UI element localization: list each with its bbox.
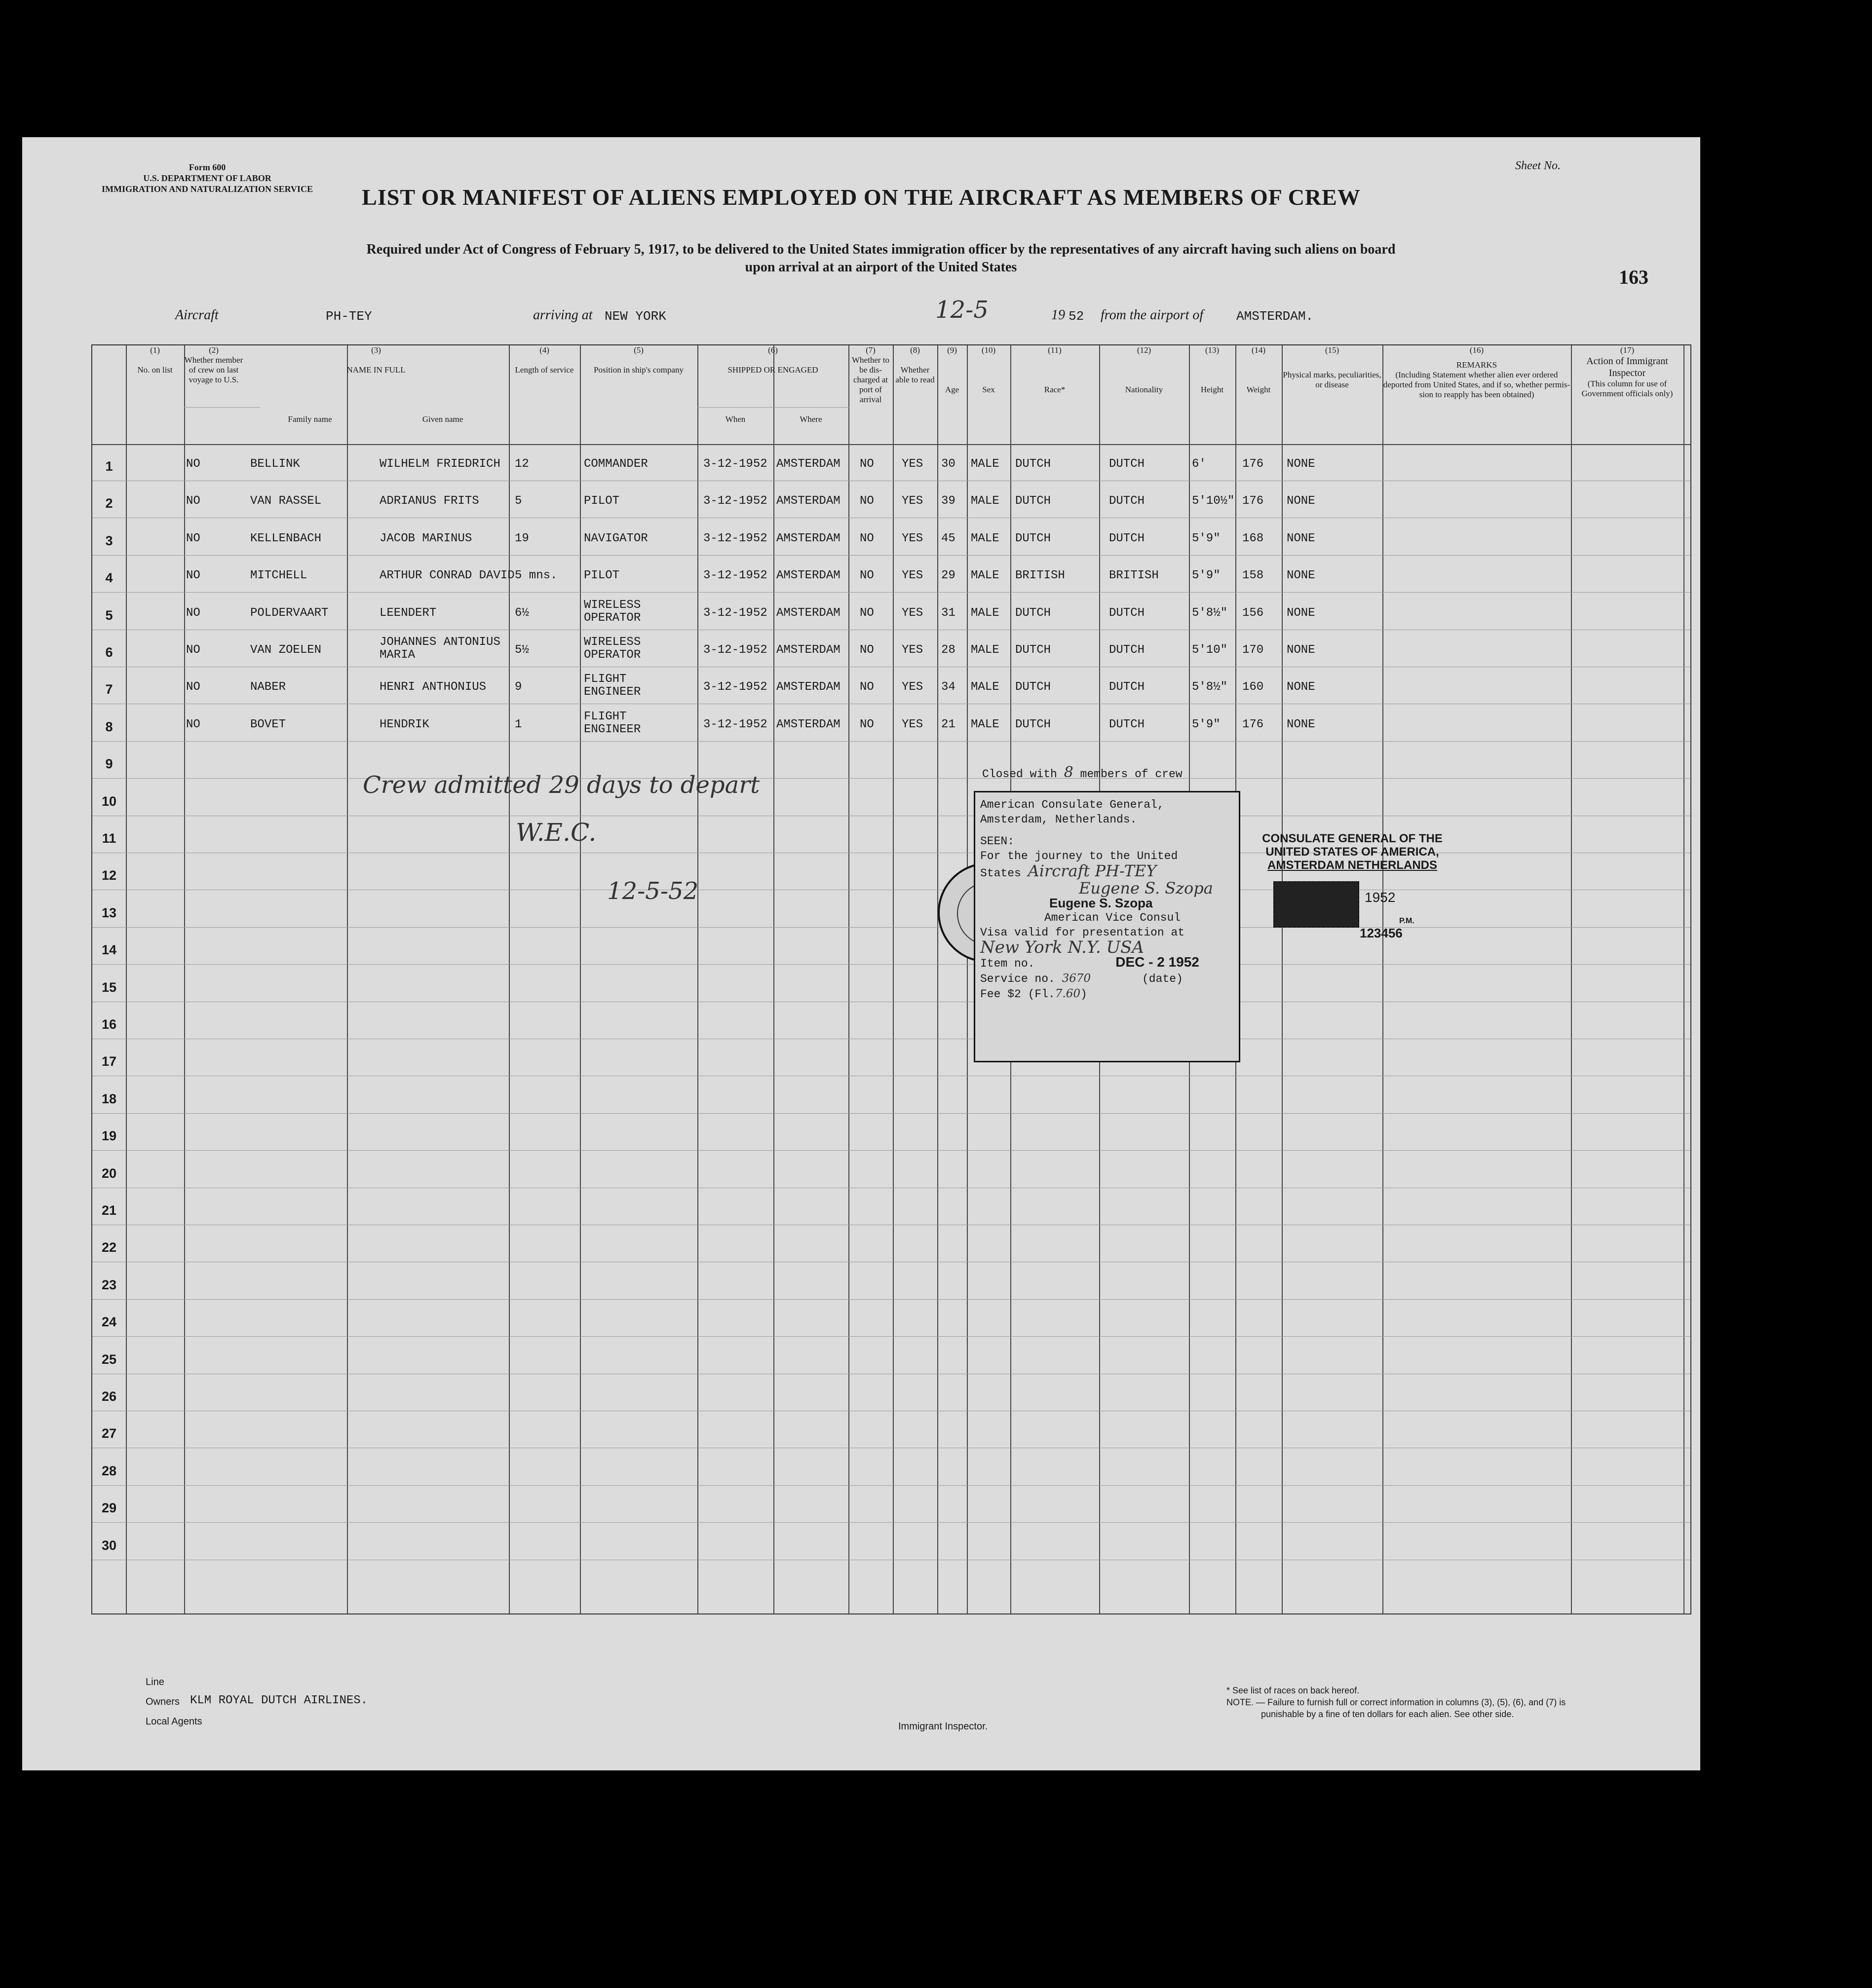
cell-marks: NONE — [1287, 643, 1315, 657]
cell-marks: NONE — [1287, 531, 1315, 545]
row-rule — [92, 964, 1690, 965]
row-rule — [92, 1299, 1690, 1300]
cell-read: YES — [902, 569, 923, 583]
cell-age: 28 — [941, 643, 955, 657]
cell-crew: NO — [186, 643, 200, 657]
cell-discharged: NO — [860, 643, 874, 657]
consulate-visa-stamp: American Consulate General, Amsterdam, Netherlands. SEEN: For the journey to the United States Aircraft PH-TEY Eugene S. Szopa Eugene S. Szopa American Vice Consul Visa valid for presentation at New York N.Y. USA Item no. DEC - 2 1952 Service no. 3670 (date) Fee $2 (Fl.7.60) — [974, 791, 1240, 1062]
cell-length: 5 mns. — [515, 569, 558, 583]
stamp-name: Eugene S. Szopa — [1049, 896, 1153, 910]
cell-position: PILOT — [584, 569, 620, 583]
col-header-nationality: (12) Nationality — [1125, 345, 1163, 394]
cell-nationality: DUTCH — [1109, 457, 1145, 471]
owners-label: Owners — [146, 1696, 180, 1707]
col-header-name: (3) NAME IN FULL — [346, 345, 406, 375]
col-header-discharged: (7) Whether to be dis-charged at port of arrival — [852, 345, 889, 404]
document-title: LIST OR MANIFEST OF ALIENS EMPLOYED ON THE AIRCRAFT AS MEMBERS OF CREW — [362, 185, 1361, 210]
cell-where: AMSTERDAM — [776, 717, 840, 731]
cell-age: 21 — [941, 717, 955, 731]
row-number: 20 — [101, 1165, 117, 1181]
cell-weight: 176 — [1242, 457, 1264, 471]
cell-race: DUTCH — [1015, 717, 1051, 731]
cell-nationality: DUTCH — [1109, 606, 1145, 620]
row-number: 24 — [101, 1314, 117, 1330]
cell-position: FLIGHT — [584, 710, 627, 723]
cell-family: BELLINK — [250, 457, 300, 471]
row-number: 15 — [101, 979, 117, 995]
cell-position: PILOT — [584, 494, 620, 508]
cell-length: 6½ — [515, 606, 529, 620]
line-label: Line — [146, 1677, 164, 1688]
cell-position-2: OPERATOR — [584, 611, 641, 625]
cell-when: 3-12-1952 — [703, 606, 767, 620]
cell-given: WILHELM FRIEDRICH — [380, 457, 500, 471]
handwritten-note: Crew admitted 29 days to depart — [363, 771, 760, 799]
cell-length: 1 — [515, 717, 522, 731]
cell-discharged: NO — [860, 606, 874, 620]
col-header-sex: (10) Sex — [981, 345, 996, 394]
year-value: 52 — [1069, 309, 1084, 324]
arriving-value: NEW YORK — [605, 309, 666, 324]
row-number: 28 — [101, 1463, 117, 1478]
cell-length: 5 — [515, 494, 522, 508]
form-number: Form 600 — [189, 162, 226, 172]
cell-nationality: DUTCH — [1109, 680, 1145, 694]
cell-position: FLIGHT — [584, 673, 627, 686]
handwritten-initials: W.E.C. — [516, 818, 597, 847]
note-races: * See list of races on back hereof. — [1226, 1686, 1360, 1695]
row-number: 7 — [105, 682, 113, 697]
col-header-when: When — [725, 414, 746, 424]
cell-nationality: DUTCH — [1109, 494, 1145, 508]
cell-height: 5'9" — [1192, 569, 1221, 583]
cell-crew: NO — [186, 569, 200, 583]
consulate-year: 1952 — [1365, 890, 1396, 905]
col-header-given: Given name — [422, 414, 463, 424]
col-header-position: (5) Position in ship's company — [593, 345, 684, 375]
cell-crew: NO — [186, 494, 200, 508]
stamp-date: DEC - 2 1952 — [1115, 954, 1199, 970]
cell-when: 3-12-1952 — [703, 531, 767, 545]
cell-read: YES — [902, 717, 923, 731]
cell-family: VAN ZOELEN — [250, 643, 322, 657]
col-header-read: (8) Whether able to read — [895, 345, 935, 384]
from-value: AMSTERDAM. — [1236, 309, 1314, 324]
cell-discharged: NO — [860, 680, 874, 694]
cell-position-2: OPERATOR — [584, 648, 641, 662]
cell-family: NABER — [250, 680, 286, 694]
row-number: 18 — [101, 1091, 117, 1106]
page-number: 163 — [1619, 266, 1648, 288]
cell-family: KELLENBACH — [250, 531, 322, 545]
stamp-signature: Eugene S. Szopa — [1079, 879, 1213, 898]
manifest-sheet — [22, 137, 1700, 1770]
cell-weight: 160 — [1242, 680, 1264, 694]
cell-age: 29 — [941, 569, 955, 583]
year-prefix: 19 — [1051, 307, 1065, 323]
row-number: 3 — [105, 533, 113, 548]
cell-position: WIRELESS — [584, 598, 641, 612]
arriving-label: arriving at — [533, 307, 593, 323]
cell-age: 45 — [941, 531, 955, 545]
col-header-marks: (15) Physical marks, peculiarities, or disease — [1283, 345, 1381, 389]
cell-height: 5'10½" — [1192, 494, 1235, 508]
col-header-crew: (2) Whether member of crew on last voyage to U.S. — [184, 345, 243, 384]
cell-sex: MALE — [971, 680, 999, 694]
cell-nationality: DUTCH — [1109, 717, 1145, 731]
col-header-family: Family name — [288, 414, 332, 424]
cell-where: AMSTERDAM — [776, 457, 840, 471]
row-number: 2 — [105, 496, 113, 511]
cell-family: POLDERVAART — [250, 606, 329, 620]
cell-sex: MALE — [971, 457, 999, 471]
cell-length: 12 — [515, 457, 529, 471]
row-number: 27 — [101, 1426, 117, 1441]
cell-age: 39 — [941, 494, 955, 508]
row-number: 5 — [105, 607, 113, 623]
cell-weight: 170 — [1242, 643, 1264, 657]
revenue-stamp — [1273, 881, 1359, 928]
row-rule — [92, 1150, 1690, 1151]
row-number: 16 — [101, 1017, 117, 1032]
cell-sex: MALE — [971, 531, 999, 545]
row-number: 10 — [101, 793, 117, 809]
cell-given: ADRIANUS FRITS — [380, 494, 479, 508]
cell-position-2: ENGINEER — [584, 722, 641, 736]
form-service: IMMIGRATION AND NATURALIZATION SERVICE — [102, 184, 313, 194]
cell-weight: 176 — [1242, 717, 1264, 731]
cell-given-2: MARIA — [380, 648, 416, 662]
cell-race: DUTCH — [1015, 531, 1051, 545]
cell-discharged: NO — [860, 457, 874, 471]
row-number: 26 — [101, 1389, 117, 1404]
cell-where: AMSTERDAM — [776, 643, 840, 657]
cell-given: HENDRIK — [380, 717, 429, 731]
cell-race: DUTCH — [1015, 643, 1051, 657]
cell-position-2: ENGINEER — [584, 685, 641, 699]
row-rule — [92, 592, 1690, 593]
cell-length: 9 — [515, 680, 522, 694]
cell-when: 3-12-1952 — [703, 569, 767, 583]
cell-position: WIRELESS — [584, 636, 641, 649]
cell-discharged: NO — [860, 717, 874, 731]
row-number: 25 — [101, 1351, 117, 1367]
row-number: 12 — [101, 868, 117, 883]
row-number: 14 — [101, 942, 117, 958]
cell-where: AMSTERDAM — [776, 531, 840, 545]
cell-given: ARTHUR CONRAD DAVID — [380, 569, 515, 583]
consulate-digits: 123456 — [1360, 926, 1403, 940]
cell-discharged: NO — [860, 494, 874, 508]
cell-race: BRITISH — [1015, 569, 1065, 583]
cell-sex: MALE — [971, 494, 999, 508]
cell-crew: NO — [186, 606, 200, 620]
arrival-date: 12-5 — [935, 296, 989, 324]
cell-crew: NO — [186, 531, 200, 545]
cell-race: DUTCH — [1015, 606, 1051, 620]
subtitle-line-1: Required under Act of Congress of February 5, 1917, to be delivered to the United States immigration officer by the representatives of any aircraft having such aliens on board — [366, 242, 1396, 257]
consulate-header-stamp: CONSULATE GENERAL OF THE UNITED STATES OF AMERICA, AMSTERDAM NETHERLANDS — [1262, 832, 1443, 872]
inspector-label: Immigrant Inspector. — [898, 1721, 988, 1732]
cell-weight: 156 — [1242, 606, 1264, 620]
crew-table — [91, 344, 1691, 1614]
cell-read: YES — [902, 531, 923, 545]
col-header-weight: (14) Weight — [1246, 345, 1271, 394]
cell-read: YES — [902, 643, 923, 657]
cell-race: DUTCH — [1015, 494, 1051, 508]
col-header-no: (1) No. on list — [137, 345, 173, 375]
cell-marks: NONE — [1287, 457, 1315, 471]
col-header-race: (11) Race* — [1044, 345, 1066, 394]
cell-when: 3-12-1952 — [703, 643, 767, 657]
cell-crew: NO — [186, 680, 200, 694]
col-header-height: (13) Height — [1200, 345, 1224, 394]
cell-race: DUTCH — [1015, 457, 1051, 471]
cell-sex: MALE — [971, 717, 999, 731]
row-rule — [92, 1485, 1690, 1486]
cell-length: 19 — [515, 531, 529, 545]
row-rule — [92, 741, 1690, 742]
cell-read: YES — [902, 457, 923, 471]
cell-where: AMSTERDAM — [776, 569, 840, 583]
row-number: 11 — [102, 831, 116, 846]
col-header-age: (9) Age — [945, 345, 959, 394]
col-header-length: (4) Length of service — [515, 345, 574, 375]
cell-age: 31 — [941, 606, 955, 620]
note-fine-2: punishable by a fine of ten dollars for each alien. See other side. — [1261, 1709, 1514, 1719]
cell-given: LEENDERT — [380, 606, 437, 620]
row-rule — [92, 778, 1690, 779]
cell-where: AMSTERDAM — [776, 680, 840, 694]
consulate-pm: P.M. — [1399, 917, 1414, 925]
cell-height: 5'8½" — [1192, 606, 1228, 620]
cell-height: 5'9" — [1192, 717, 1221, 731]
cell-read: YES — [902, 606, 923, 620]
stamp-destination: New York N.Y. USA — [980, 938, 1144, 957]
cell-read: YES — [902, 680, 923, 694]
cell-given: JACOB MARINUS — [380, 531, 472, 545]
cell-marks: NONE — [1287, 569, 1315, 583]
subtitle-line-2: upon arrival at an airport of the United States — [745, 260, 1017, 275]
sheet-number-label: Sheet No. — [1515, 159, 1561, 172]
row-number: 17 — [101, 1054, 117, 1069]
document-subtitle — [121, 241, 1641, 276]
cell-given: JOHANNES ANTONIUS — [380, 636, 500, 649]
cell-when: 3-12-1952 — [703, 680, 767, 694]
row-rule — [92, 1336, 1690, 1337]
col-header-remarks: (16) REMARKS (Including Statement whether alien ever ordered deported from United States, and if so, whether permis-sion to reapply has been obtained) — [1383, 345, 1570, 399]
row-rule — [92, 927, 1690, 928]
cell-marks: NONE — [1287, 494, 1315, 508]
row-rule — [92, 1522, 1690, 1523]
cell-marks: NONE — [1287, 680, 1315, 694]
cell-nationality: DUTCH — [1109, 643, 1145, 657]
cell-height: 5'10" — [1192, 643, 1228, 657]
col-header-inspector: (17) Action of Immigrant Inspector (This column for use of Government officials only) — [1581, 345, 1673, 398]
stamp-aircraft: Aircraft PH-TEY — [1028, 862, 1157, 880]
cell-age: 30 — [941, 457, 955, 471]
cell-weight: 176 — [1242, 494, 1264, 508]
row-number: 8 — [105, 719, 113, 734]
cell-position: COMMANDER — [584, 457, 648, 471]
cell-read: YES — [902, 494, 923, 508]
cell-sex: MALE — [971, 606, 999, 620]
cell-discharged: NO — [860, 531, 874, 545]
cell-family: VAN RASSEL — [250, 494, 322, 508]
row-rule — [92, 555, 1690, 556]
row-number: 13 — [101, 905, 117, 920]
col-header-shipped: (6) SHIPPED OR ENGAGED — [727, 345, 818, 375]
cell-weight: 168 — [1242, 531, 1264, 545]
row-number: 6 — [105, 645, 113, 660]
row-number: 22 — [101, 1240, 117, 1255]
cell-crew: NO — [186, 457, 200, 471]
form-department: U.S. DEPARTMENT OF LABOR — [143, 173, 271, 183]
cell-discharged: NO — [860, 569, 874, 583]
note-fine: NOTE. — Failure to furnish full or correct information in columns (3), (5), (6), and (7) is — [1226, 1697, 1566, 1707]
row-rule — [92, 1113, 1690, 1114]
cell-marks: NONE — [1287, 717, 1315, 731]
cell-where: AMSTERDAM — [776, 494, 840, 508]
cell-sex: MALE — [971, 643, 999, 657]
cell-crew: NO — [186, 717, 200, 731]
cell-when: 3-12-1952 — [703, 457, 767, 471]
col-header-where: Where — [800, 414, 822, 424]
aircraft-label: Aircraft — [175, 307, 219, 323]
cell-length: 5½ — [515, 643, 529, 657]
cell-family: MITCHELL — [250, 569, 307, 583]
closed-with-count: 8 — [1064, 764, 1073, 781]
cell-height: 5'9" — [1192, 531, 1221, 545]
row-number: 4 — [105, 570, 113, 586]
from-label: from the airport of — [1101, 307, 1204, 323]
cell-nationality: DUTCH — [1109, 531, 1145, 545]
cell-sex: MALE — [971, 569, 999, 583]
closed-with-line: Closed with 8 members of crew — [982, 764, 1183, 781]
row-number: 9 — [105, 756, 113, 772]
cell-marks: NONE — [1287, 606, 1315, 620]
row-number: 21 — [101, 1203, 117, 1218]
cell-nationality: BRITISH — [1109, 569, 1159, 583]
owners-value: KLM ROYAL DUTCH AIRLINES. — [190, 1694, 368, 1707]
row-number: 1 — [105, 459, 113, 474]
cell-when: 3-12-1952 — [703, 494, 767, 508]
row-number: 23 — [101, 1277, 117, 1292]
row-number: 19 — [101, 1128, 117, 1144]
row-number: 30 — [101, 1538, 117, 1553]
handwritten-date: 12-5-52 — [607, 877, 699, 905]
cell-given: HENRI ANTHONIUS — [380, 680, 487, 694]
cell-height: 5'8½" — [1192, 680, 1228, 694]
cell-race: DUTCH — [1015, 680, 1051, 694]
local-agents-label: Local Agents — [146, 1716, 202, 1727]
aircraft-value: PH-TEY — [326, 309, 372, 324]
row-number: 29 — [101, 1500, 117, 1516]
cell-weight: 158 — [1242, 569, 1264, 583]
cell-age: 34 — [941, 680, 955, 694]
cell-height: 6' — [1192, 457, 1206, 471]
cell-position: NAVIGATOR — [584, 531, 648, 545]
cell-when: 3-12-1952 — [703, 717, 767, 731]
cell-family: BOVET — [250, 717, 286, 731]
cell-where: AMSTERDAM — [776, 606, 840, 620]
